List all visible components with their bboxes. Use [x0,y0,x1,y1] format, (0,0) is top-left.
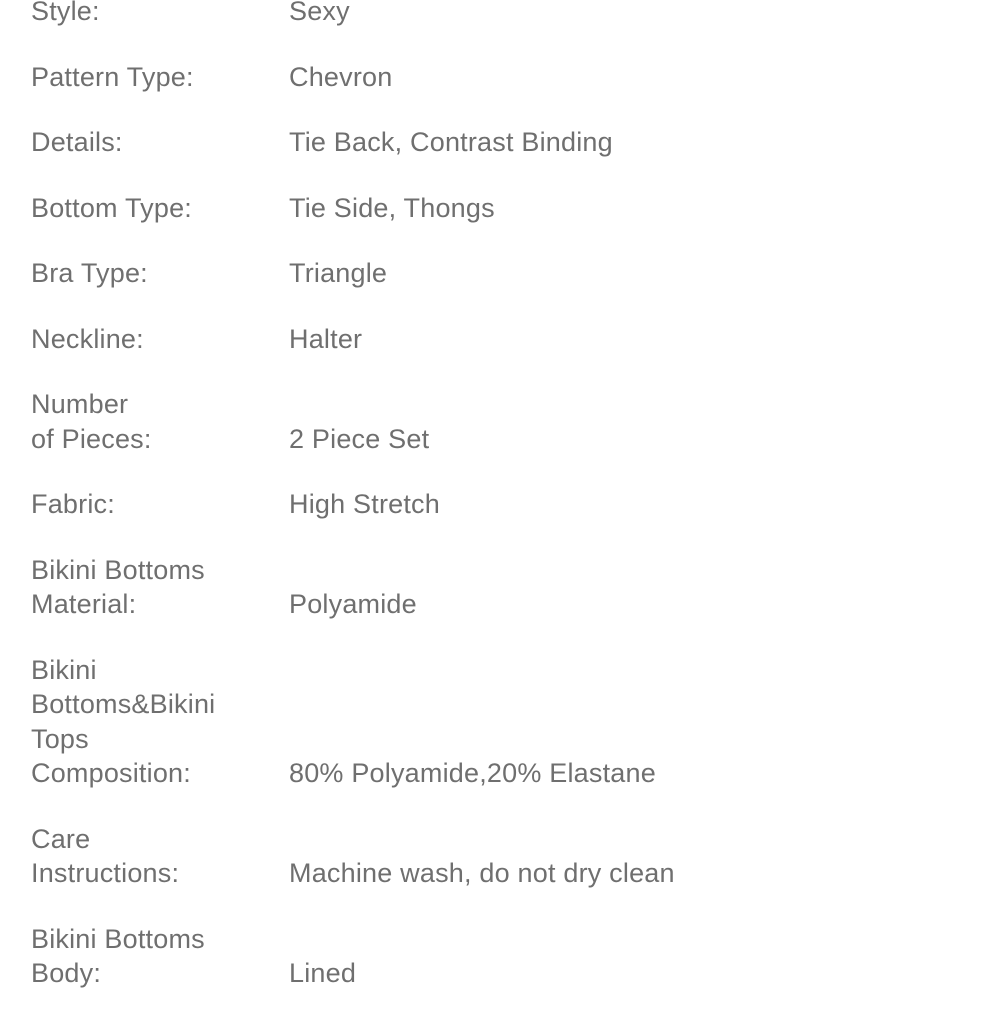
spec-value: Tie Side, Thongs [289,192,495,223]
spec-value: Tie Back, Contrast Binding [289,127,613,157]
spec-label-line: Bra Type: [31,258,148,288]
spec-row-bottoms-material [31,553,971,622]
spec-label [31,322,289,357]
spec-label [31,922,289,991]
spec-row-number-of-pieces [31,387,971,456]
spec-row-style [31,0,971,29]
spec-label [31,0,289,29]
spec-label [31,553,289,622]
spec-label-line: Body: [31,958,102,988]
spec-row-bottoms-body [31,922,971,991]
spec-value: Sexy [289,0,350,26]
spec-label [31,487,289,522]
spec-label-line: Bikini Bottoms [31,554,205,585]
spec-value: Halter [289,323,363,354]
spec-label-line: Number [31,389,129,419]
spec-label [31,653,289,791]
spec-label-line: Neckline: [31,323,144,354]
spec-value: Lined [289,958,357,988]
spec-label [31,191,289,226]
spec-value: Machine wash, do not dry clean [289,858,675,888]
spec-row-fabric [31,487,971,522]
spec-value: 80% Polyamide,20% Elastane [289,758,656,788]
spec-label [31,60,289,95]
spec-label-line: Material: [31,589,137,619]
spec-label [31,256,289,291]
spec-label-line: Tops [31,723,89,754]
spec-row-bra-type [31,256,971,291]
spec-value: Polyamide [289,589,417,619]
spec-value: Triangle [289,258,388,288]
spec-row-details [31,125,971,160]
spec-value: 2 Piece Set [289,423,430,454]
spec-label-line: Details: [31,127,123,157]
spec-label-line: Style: [31,0,100,26]
spec-label [31,822,289,891]
spec-label-line: Instructions: [31,858,180,888]
spec-label-line: Fabric: [31,489,115,519]
spec-label-line: Composition: [31,758,191,788]
spec-row-composition [31,653,971,791]
spec-value: Chevron [289,61,393,92]
spec-label-line: Bottom Type: [31,192,192,223]
spec-value: High Stretch [289,489,440,519]
spec-row-pattern-type [31,60,971,95]
spec-row-care-instructions [31,822,971,891]
product-spec-list [31,0,971,1022]
spec-label-line: Bikini Bottoms [31,923,205,954]
spec-label [31,125,289,160]
spec-label-line: Pattern Type: [31,61,194,92]
spec-row-neckline [31,322,971,357]
spec-label-line: of Pieces: [31,423,152,454]
spec-label-line: Care [31,823,91,854]
spec-label-line: Bikini [31,654,97,685]
spec-label-line: Bottoms&Bikini [31,689,216,719]
spec-row-bottom-type [31,191,971,226]
spec-label [31,387,289,456]
